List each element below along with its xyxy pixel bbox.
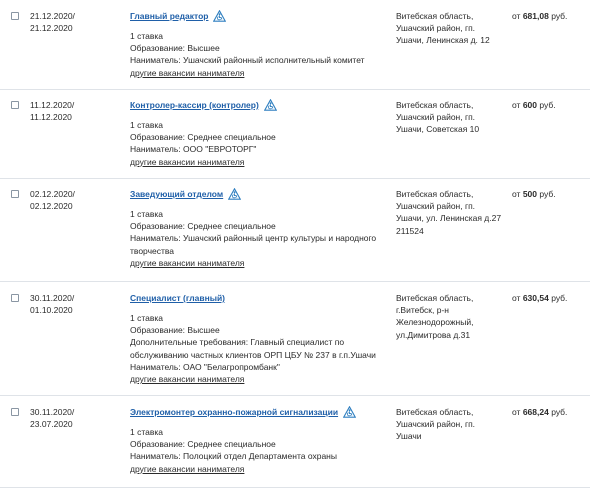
- date-published: 02.12.2020/: [30, 189, 75, 199]
- vacancy-checkbox[interactable]: [11, 408, 19, 416]
- vacancy-title-link[interactable]: Контролер-кассир (контролер): [130, 100, 259, 110]
- address-line: Ушачи, Советская 10: [396, 124, 480, 135]
- vacancy-salary: [512, 292, 567, 304]
- detail-line: 1 ставка: [130, 209, 164, 219]
- address-line: Ушачи, Ленинская д. 12: [396, 35, 490, 46]
- detail-line: Наниматель: ОАО "Белагропромбанк": [130, 361, 280, 372]
- detail-line: Образование: Среднее специальное: [130, 132, 276, 143]
- vacancy-title-link[interactable]: Главный редактор: [130, 11, 209, 21]
- wheelchair-icon: [343, 406, 356, 418]
- detail-line: Дополнительные требования: Главный специалист по: [130, 337, 345, 348]
- vacancy-address: [396, 406, 475, 443]
- employer-vacancies-link[interactable]: другие вакансии нанимателя: [130, 156, 245, 167]
- address-line: Ушачский район, гп.: [396, 112, 476, 123]
- vacancy-dates: [30, 292, 74, 316]
- vacancy-address: [396, 10, 490, 47]
- address-line: Витебская область,: [396, 11, 474, 21]
- salary-value: 600: [522, 100, 537, 110]
- vacancy-checkbox[interactable]: [11, 294, 19, 302]
- vacancy-checkbox[interactable]: [11, 190, 19, 198]
- vacancy-title-link[interactable]: Заведующий отделом: [130, 189, 224, 199]
- wheelchair-icon: [228, 188, 241, 200]
- detail-line: Наниматель: ООО "ЕВРОТОРГ": [130, 144, 257, 155]
- employer-vacancies-link[interactable]: другие вакансии нанимателя: [130, 67, 245, 78]
- vacancy-dates: [30, 188, 75, 212]
- address-line: Ушачи, ул. Ленинская д.27: [396, 213, 502, 224]
- vacancy-salary: [512, 10, 567, 22]
- address-line: Витебская область,: [396, 293, 474, 303]
- vacancy-title-link[interactable]: Электромонтер охранно-пожарной сигнализации: [130, 407, 339, 417]
- detail-line: Образование: Высшее: [130, 43, 220, 54]
- date-published: 30.11.2020/: [30, 407, 75, 417]
- vacancy-address: [396, 99, 479, 136]
- detail-line: 1 ставка: [130, 120, 164, 130]
- vacancy-dates: [30, 10, 75, 34]
- address-line: ул.Димитрова д.31: [396, 329, 471, 340]
- salary-unit: руб.: [551, 407, 568, 417]
- detail-line: 1 ставка: [130, 31, 164, 41]
- vacancy-title-link[interactable]: Специалист (главный): [130, 293, 226, 303]
- employer-vacancies-link[interactable]: другие вакансии нанимателя: [130, 463, 245, 474]
- address-line: Витебская область,: [396, 100, 474, 110]
- vacancy-row: [0, 396, 590, 488]
- salary-unit: руб.: [551, 11, 568, 21]
- date-updated: 11.12.2020: [30, 112, 72, 122]
- address-line: Витебская область,: [396, 189, 474, 199]
- vacancy-row: [0, 0, 590, 90]
- detail-line: 1 ставка: [130, 427, 164, 437]
- vacancy-dates: [30, 99, 74, 123]
- vacancy-details: [130, 426, 337, 475]
- vacancy-details: [130, 30, 365, 79]
- salary-unit: руб.: [539, 100, 556, 110]
- salary-value: 681,08: [522, 11, 549, 21]
- vacancy-salary: [512, 406, 567, 418]
- vacancy-row: [0, 179, 590, 282]
- salary-value: 630,54: [522, 293, 549, 303]
- salary-prefix: от: [512, 189, 521, 199]
- date-updated: 23.07.2020: [30, 419, 73, 429]
- detail-line: Наниматель: Ушачский районный исполнительный комитет: [130, 55, 365, 66]
- detail-line: творчества: [130, 245, 175, 256]
- salary-prefix: от: [512, 293, 521, 303]
- employer-vacancies-link[interactable]: другие вакансии нанимателя: [130, 257, 245, 268]
- vacancy-checkbox[interactable]: [11, 12, 19, 20]
- date-published: 21.12.2020/: [30, 11, 75, 21]
- wheelchair-icon: [264, 99, 277, 111]
- date-updated: 02.12.2020: [30, 201, 73, 211]
- address-line: Ушачи: [396, 431, 422, 442]
- detail-line: Образование: Высшее: [130, 325, 220, 336]
- address-line: 211524: [396, 225, 424, 236]
- detail-line: Наниматель: Ушачский районный центр культуры и народного: [130, 233, 377, 244]
- vacancy-address: [396, 292, 473, 341]
- salary-value: 500: [522, 189, 537, 199]
- address-line: Железнодорожный,: [396, 317, 474, 328]
- vacancy-details: [130, 119, 276, 168]
- detail-line: Образование: Среднее специальное: [130, 439, 276, 450]
- detail-line: Образование: Среднее специальное: [130, 221, 276, 232]
- vacancy-details: [130, 208, 376, 269]
- address-line: Витебская область,: [396, 407, 474, 417]
- vacancy-address: [396, 188, 501, 237]
- vacancy-row: [0, 90, 590, 179]
- detail-line: обслуживанию частных клиентов ОРП ЦБУ № 237 в г.п.Ушачи: [130, 349, 376, 360]
- salary-value: 668,24: [522, 407, 549, 417]
- vacancy-details: [130, 312, 376, 385]
- address-line: Ушачский район, гп.: [396, 23, 476, 34]
- address-line: г.Витебск, р-н: [396, 305, 449, 316]
- salary-prefix: от: [512, 407, 521, 417]
- vacancy-dates: [30, 406, 74, 430]
- salary-prefix: от: [512, 100, 521, 110]
- date-published: 30.11.2020/: [30, 293, 75, 303]
- detail-line: Наниматель: Полоцкий отдел Департамента охраны: [130, 451, 337, 462]
- salary-prefix: от: [512, 11, 521, 21]
- address-line: Ушачский район, гп.: [396, 419, 476, 430]
- detail-line: 1 ставка: [130, 313, 164, 323]
- vacancy-checkbox[interactable]: [11, 101, 19, 109]
- date-published: 11.12.2020/: [30, 100, 75, 110]
- vacancy-salary: [512, 99, 556, 111]
- salary-unit: руб.: [551, 293, 568, 303]
- address-line: Ушачский район, гп.: [396, 201, 476, 212]
- date-updated: 21.12.2020: [30, 23, 73, 33]
- vacancy-salary: [512, 188, 556, 200]
- wheelchair-icon: [213, 10, 226, 22]
- employer-vacancies-link[interactable]: другие вакансии нанимателя: [130, 374, 245, 385]
- salary-unit: руб.: [539, 189, 556, 199]
- vacancy-row: [0, 282, 590, 396]
- date-updated: 01.10.2020: [30, 305, 73, 315]
